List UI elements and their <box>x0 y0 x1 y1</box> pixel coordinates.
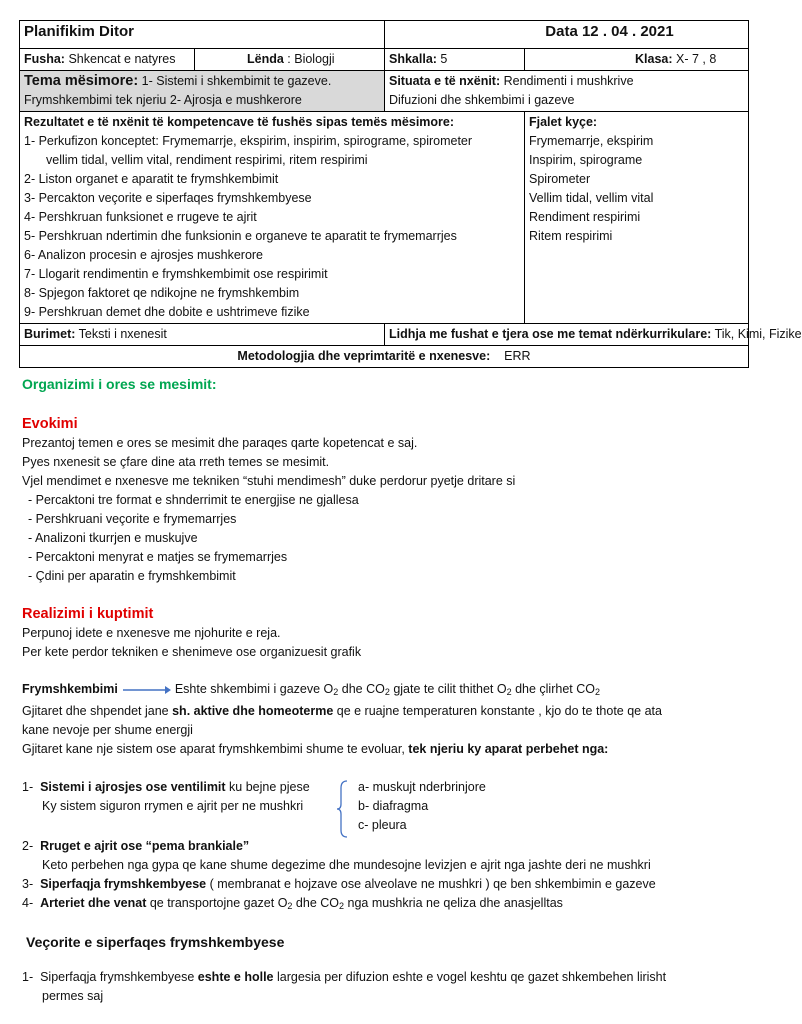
rezultatet-list <box>24 132 520 322</box>
fjale-item: Spirometer <box>529 172 591 186</box>
text: qe e ruajne temperaturen konstante , kjo do te thote qe ata <box>333 704 662 718</box>
item-number: 2- <box>22 839 34 853</box>
burimet-cell <box>20 324 385 346</box>
realizimi-p1: Perpunoj idete e nxenesve me njohurite e reja. <box>22 626 281 640</box>
lesson-content <box>22 372 748 1006</box>
evokimi-p3: Vjel mendimet e nxenesve me tekniken “stuhi mendimesh” duke perdorur pyetje dritare si <box>22 474 516 488</box>
item-number: 3- <box>22 877 34 891</box>
situata-label: Situata e të nxënit: <box>389 74 501 88</box>
frymshkembimi-term: Frymshkembimi <box>22 682 118 696</box>
item-3-bold: Siperfaqja frymshkembyese <box>40 877 207 891</box>
date-label: Data <box>545 23 578 40</box>
item-3 <box>22 875 748 894</box>
rezultat-item: 8- Spjegon faktoret qe ndikojne ne frymshkembim <box>24 286 300 300</box>
list-item: a- muskujt nderbrinjore <box>358 780 486 794</box>
tema-label: Tema mësimore: <box>24 73 139 89</box>
rezultatet-title: Rezultatet e të nxënit të kompetencave të fushës sipas temës mësimore: <box>24 115 455 129</box>
tema-line1: 1- Sistemi i shkembimit te gazeve. <box>141 74 332 88</box>
item-2-bold: Rruget e ajrit ose “pema brankiale” <box>40 839 250 853</box>
text-bold: eshte e holle <box>197 970 274 984</box>
situata-line1: Rendimenti i mushkrive <box>503 74 634 88</box>
klasa-label: Klasa: <box>635 52 673 66</box>
list-item: c- pleura <box>358 818 407 832</box>
item-4-text: dhe CO <box>292 896 339 910</box>
plan-header-table <box>19 20 802 368</box>
parts-list <box>358 778 486 835</box>
fjale-item: Vellim tidal, vellim vital <box>529 191 654 205</box>
subscript: 2 <box>506 687 512 697</box>
rezultatet-cell <box>20 112 525 324</box>
burimet-value: Teksti i nxenesit <box>78 327 167 341</box>
item-4-text: nga mushkria ne qeliza dhe anasjelltas <box>344 896 563 910</box>
gjitaret-paragraph <box>22 702 748 721</box>
subscript: 2 <box>594 687 600 697</box>
def-text: dhe CO <box>338 682 385 696</box>
metodologjia-value: ERR <box>504 349 531 363</box>
date-value: 12 . 04 . 2021 <box>581 23 674 40</box>
gjitaret2-paragraph <box>22 740 748 759</box>
subscript: 2 <box>287 901 293 911</box>
item-2-line2: Keto perbehen nga gypa qe kane shume degezime dhe mundesojne levizjen e ajrit nga jashte deri ne mushkri <box>42 858 651 872</box>
rezultat-item: 5- Pershkruan ndertimin dhe funksionin e organeve te aparatit te frymemarrjes <box>24 229 457 243</box>
shkalla-cell <box>385 49 525 71</box>
brace-icon <box>337 780 349 838</box>
text: largesia per difuzion eshte e vogel keshtu qe gazet shkembehen lirisht <box>273 970 667 984</box>
arrow-right-icon <box>121 685 171 695</box>
fusha-cell <box>20 49 195 71</box>
list-item: - Çdini per aparatin e frymshkembimit <box>28 567 748 586</box>
shkalla-value: 5 <box>440 52 448 66</box>
list-item: - Analizoni tkurrjen e muskujve <box>28 529 748 548</box>
metodologjia-cell <box>20 346 749 368</box>
subscript: 2 <box>333 687 339 697</box>
item-4-text: qe transportojne gazet O <box>146 896 288 910</box>
klasa-value: X- 7 , 8 <box>676 52 717 66</box>
tema-line2: Frymshkembimi tek njeriu 2- Ajrosja e mushkerore <box>24 93 302 107</box>
fjale-item: Rendiment respirimi <box>529 210 641 224</box>
subscript: 2 <box>384 687 390 697</box>
rezultat-item: vellim tidal, vellim vital, rendiment respirimi, ritem respirimi <box>46 153 368 167</box>
lenda-label: Lënda <box>247 52 284 66</box>
list-item: b- diafragma <box>358 799 429 813</box>
rezultat-item: 4- Pershkruan funksionet e rrugeve te ajrit <box>24 210 257 224</box>
fjalet-cell <box>525 112 749 324</box>
lenda-cell <box>195 49 385 71</box>
vecorite-heading: Veçorite e siperfaqes frymshkembyese <box>26 934 285 950</box>
item-number: 1- <box>22 780 34 794</box>
date-cell <box>385 21 749 49</box>
plan-title: Planifikim Ditor <box>20 21 385 49</box>
realizimi-heading: Realizimi i kuptimit <box>22 606 154 622</box>
rezultat-item: 7- Llogarit rendimentin e frymshkembimit ose respirimit <box>24 267 328 281</box>
text: Gjitaret kane nje sistem ose aparat frymshkembimi shume te evoluar, <box>22 742 409 756</box>
lenda-value: : Biologji <box>287 52 335 66</box>
item-1-block <box>22 778 748 836</box>
lidhja-label: Lidhja me fushat e tjera ose me temat ndërkurrikulare: <box>389 327 712 341</box>
fjalet-title: Fjalet kyçe: <box>529 115 598 129</box>
metodologjia-label: Metodologjia dhe veprimtaritë e nxenesve: <box>237 349 491 363</box>
rezultat-item: 2- Liston organet e aparatit te frymshkembimit <box>24 172 279 186</box>
item-2-line1 <box>22 837 748 856</box>
lidhja-cell <box>385 324 802 346</box>
item-1-line2: Ky sistem siguron rrymen e ajrit per ne mushkri <box>42 799 304 813</box>
shkalla-label: Shkalla: <box>389 52 437 66</box>
evokimi-heading: Evokimi <box>22 416 78 432</box>
gjitaret-line2: kane nevoje per shume energji <box>22 723 193 737</box>
def-text: gjate te cilit thithet O <box>389 682 507 696</box>
text: Siperfaqja frymshkembyese <box>40 970 198 984</box>
realizimi-p2: Per kete perdor tekniken e shenimeve ose organizuesit grafik <box>22 645 362 659</box>
text-bold: tek njeriu ky aparat perbehet nga: <box>408 742 609 756</box>
list-item: - Percaktoni menyrat e matjes se frymemarrjes <box>28 548 748 567</box>
tema-cell <box>20 71 385 112</box>
situata-line2: Difuzioni dhe shkembimi i gazeve <box>389 93 575 107</box>
fjale-item: Frymemarrje, ekspirim <box>529 134 654 148</box>
list-item: - Percaktoni tre format e shnderrimit te energjise ne gjallesa <box>28 491 748 510</box>
item-3-rest: ( membranat e hojzave ose alveolave ne mushkri ) qe ben shkembimin e gazeve <box>206 877 656 891</box>
evokimi-p1: Prezantoj temen e ores se mesimit dhe paraqes qarte kopetencat e saj. <box>22 436 418 450</box>
rezultat-item: 3- Percakton veçorite e siperfaqes frymshkembyese <box>24 191 312 205</box>
burimet-label: Burimet: <box>24 327 76 341</box>
vecorite-item-1-line2: permes saj <box>42 989 104 1003</box>
rezultat-item: 9- Pershkruan demet dhe dobite e ushtrimeve fizike <box>24 305 310 319</box>
def-text: dhe çlirhet CO <box>511 682 595 696</box>
text-bold: sh. aktive dhe homeoterme <box>172 704 334 718</box>
fjale-item: Inspirim, spirograme <box>529 153 643 167</box>
item-number: 4- <box>22 896 34 910</box>
fusha-label: Fusha: <box>24 52 65 66</box>
def-text: Eshte shkembimi i gazeve O <box>174 682 334 696</box>
lidhja-value: Tik, Kimi, Fizike <box>714 327 802 341</box>
rezultat-item: 6- Analizon procesin e ajrosjes mushkerore <box>24 248 264 262</box>
organizimi-heading: Organizimi i ores se mesimit: <box>22 376 217 392</box>
rezultat-item: 1- Perkufizon konceptet: Frymemarrje, ekspirim, inspirim, spirograme, spirometer <box>24 134 473 148</box>
vecorite-item-1 <box>22 968 748 987</box>
item-1-rest: ku bejne pjese <box>225 780 310 794</box>
list-item: - Pershkruani veçorite e frymemarrjes <box>28 510 748 529</box>
item-4 <box>22 894 748 916</box>
fusha-value: Shkencat e natyres <box>68 52 176 66</box>
item-1-bold: Sistemi i ajrosjes ose ventilimit <box>40 780 226 794</box>
text: Gjitaret dhe shpendet jane <box>22 704 173 718</box>
subscript: 2 <box>339 901 345 911</box>
frymshkembimi-definition <box>22 680 748 702</box>
item-4-bold: Arteriet dhe venat <box>40 896 147 910</box>
evokimi-list <box>22 491 748 586</box>
evokimi-p2: Pyes nxenesit se çfare dine ata rreth temes se mesimit. <box>22 455 330 469</box>
klasa-cell <box>525 49 749 71</box>
item-number: 1- <box>22 970 34 984</box>
situata-cell <box>385 71 749 112</box>
fjale-item: Ritem respirimi <box>529 229 613 243</box>
